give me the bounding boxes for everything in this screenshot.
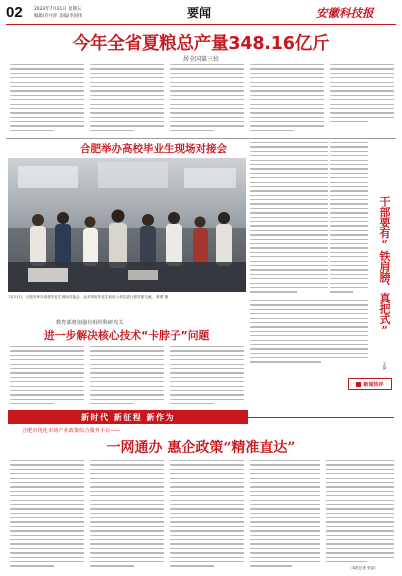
badge-icon <box>356 382 361 387</box>
banner-rule <box>248 417 394 418</box>
story4-body-col5 <box>326 460 394 564</box>
jobfair-photo-caption: 7月21日，合肥市举办高校毕业生现场对接会，众多高校毕业生和用人单位进行面对面交流。 黄勇 摄 <box>8 295 169 299</box>
story3-body-col3 <box>170 346 244 408</box>
header-rule <box>6 24 396 25</box>
lead-body-col4 <box>250 64 324 136</box>
column-body-lower <box>250 300 368 366</box>
masthead-logo: 安徽科技报 <box>316 6 374 20</box>
story3-headline: 进一步解决核心技术“卡脖子”问题 <box>44 329 210 342</box>
column-byline: 王磊 <box>383 362 388 370</box>
issue-date: 2023年7月21日 星期五 <box>34 7 82 12</box>
jobfair-headline: 合肥举办高校毕业生现场对接会 <box>80 143 227 155</box>
page-header <box>0 0 402 26</box>
jobfair-body-col <box>250 142 328 296</box>
story4-body-col4 <box>250 460 320 570</box>
story4-body-col3 <box>170 460 244 570</box>
story4-kicker: 合肥市优化市场产业政策综合服务平台—— <box>22 428 121 434</box>
badge-label: 新闻热评 <box>363 381 384 388</box>
lead-body-col2 <box>90 64 164 136</box>
theme-banner-text: 新时代 新征程 新作为 <box>80 411 176 422</box>
news-commentary-badge <box>348 378 392 390</box>
story3-body-col1 <box>10 346 84 408</box>
story4-body-col1 <box>10 460 84 570</box>
lead-subheadline: 居全国第三位 <box>182 56 219 63</box>
jobfair-photo-image <box>8 158 246 292</box>
jobfair-photo <box>8 158 246 292</box>
editors-line: 编辑/许丹萍 美编/李国伟 <box>34 14 83 19</box>
column-vertical-title: 干部要有“铁肩膀、真把式” <box>378 196 391 337</box>
story4-body-col2 <box>90 460 164 570</box>
lead-divider <box>6 138 396 139</box>
story4-source: （本报记者 张某） <box>348 566 378 570</box>
section-title: 要闻 <box>187 6 212 20</box>
column-body <box>330 142 368 296</box>
page-number: 02 <box>6 4 23 21</box>
story3-body-col2 <box>90 346 164 408</box>
lead-headline: 今年全省夏粮总产量348.16亿斤 <box>72 34 330 54</box>
lead-body-col3 <box>170 64 244 136</box>
lead-body-col5 <box>330 64 394 136</box>
story4-headline: 一网通办 惠企政策“精准直达” <box>106 440 296 456</box>
theme-banner <box>8 410 248 424</box>
story3-kicker: 数育部将加强有组织科研攻关 <box>56 320 124 326</box>
lead-body-col1 <box>10 64 84 136</box>
